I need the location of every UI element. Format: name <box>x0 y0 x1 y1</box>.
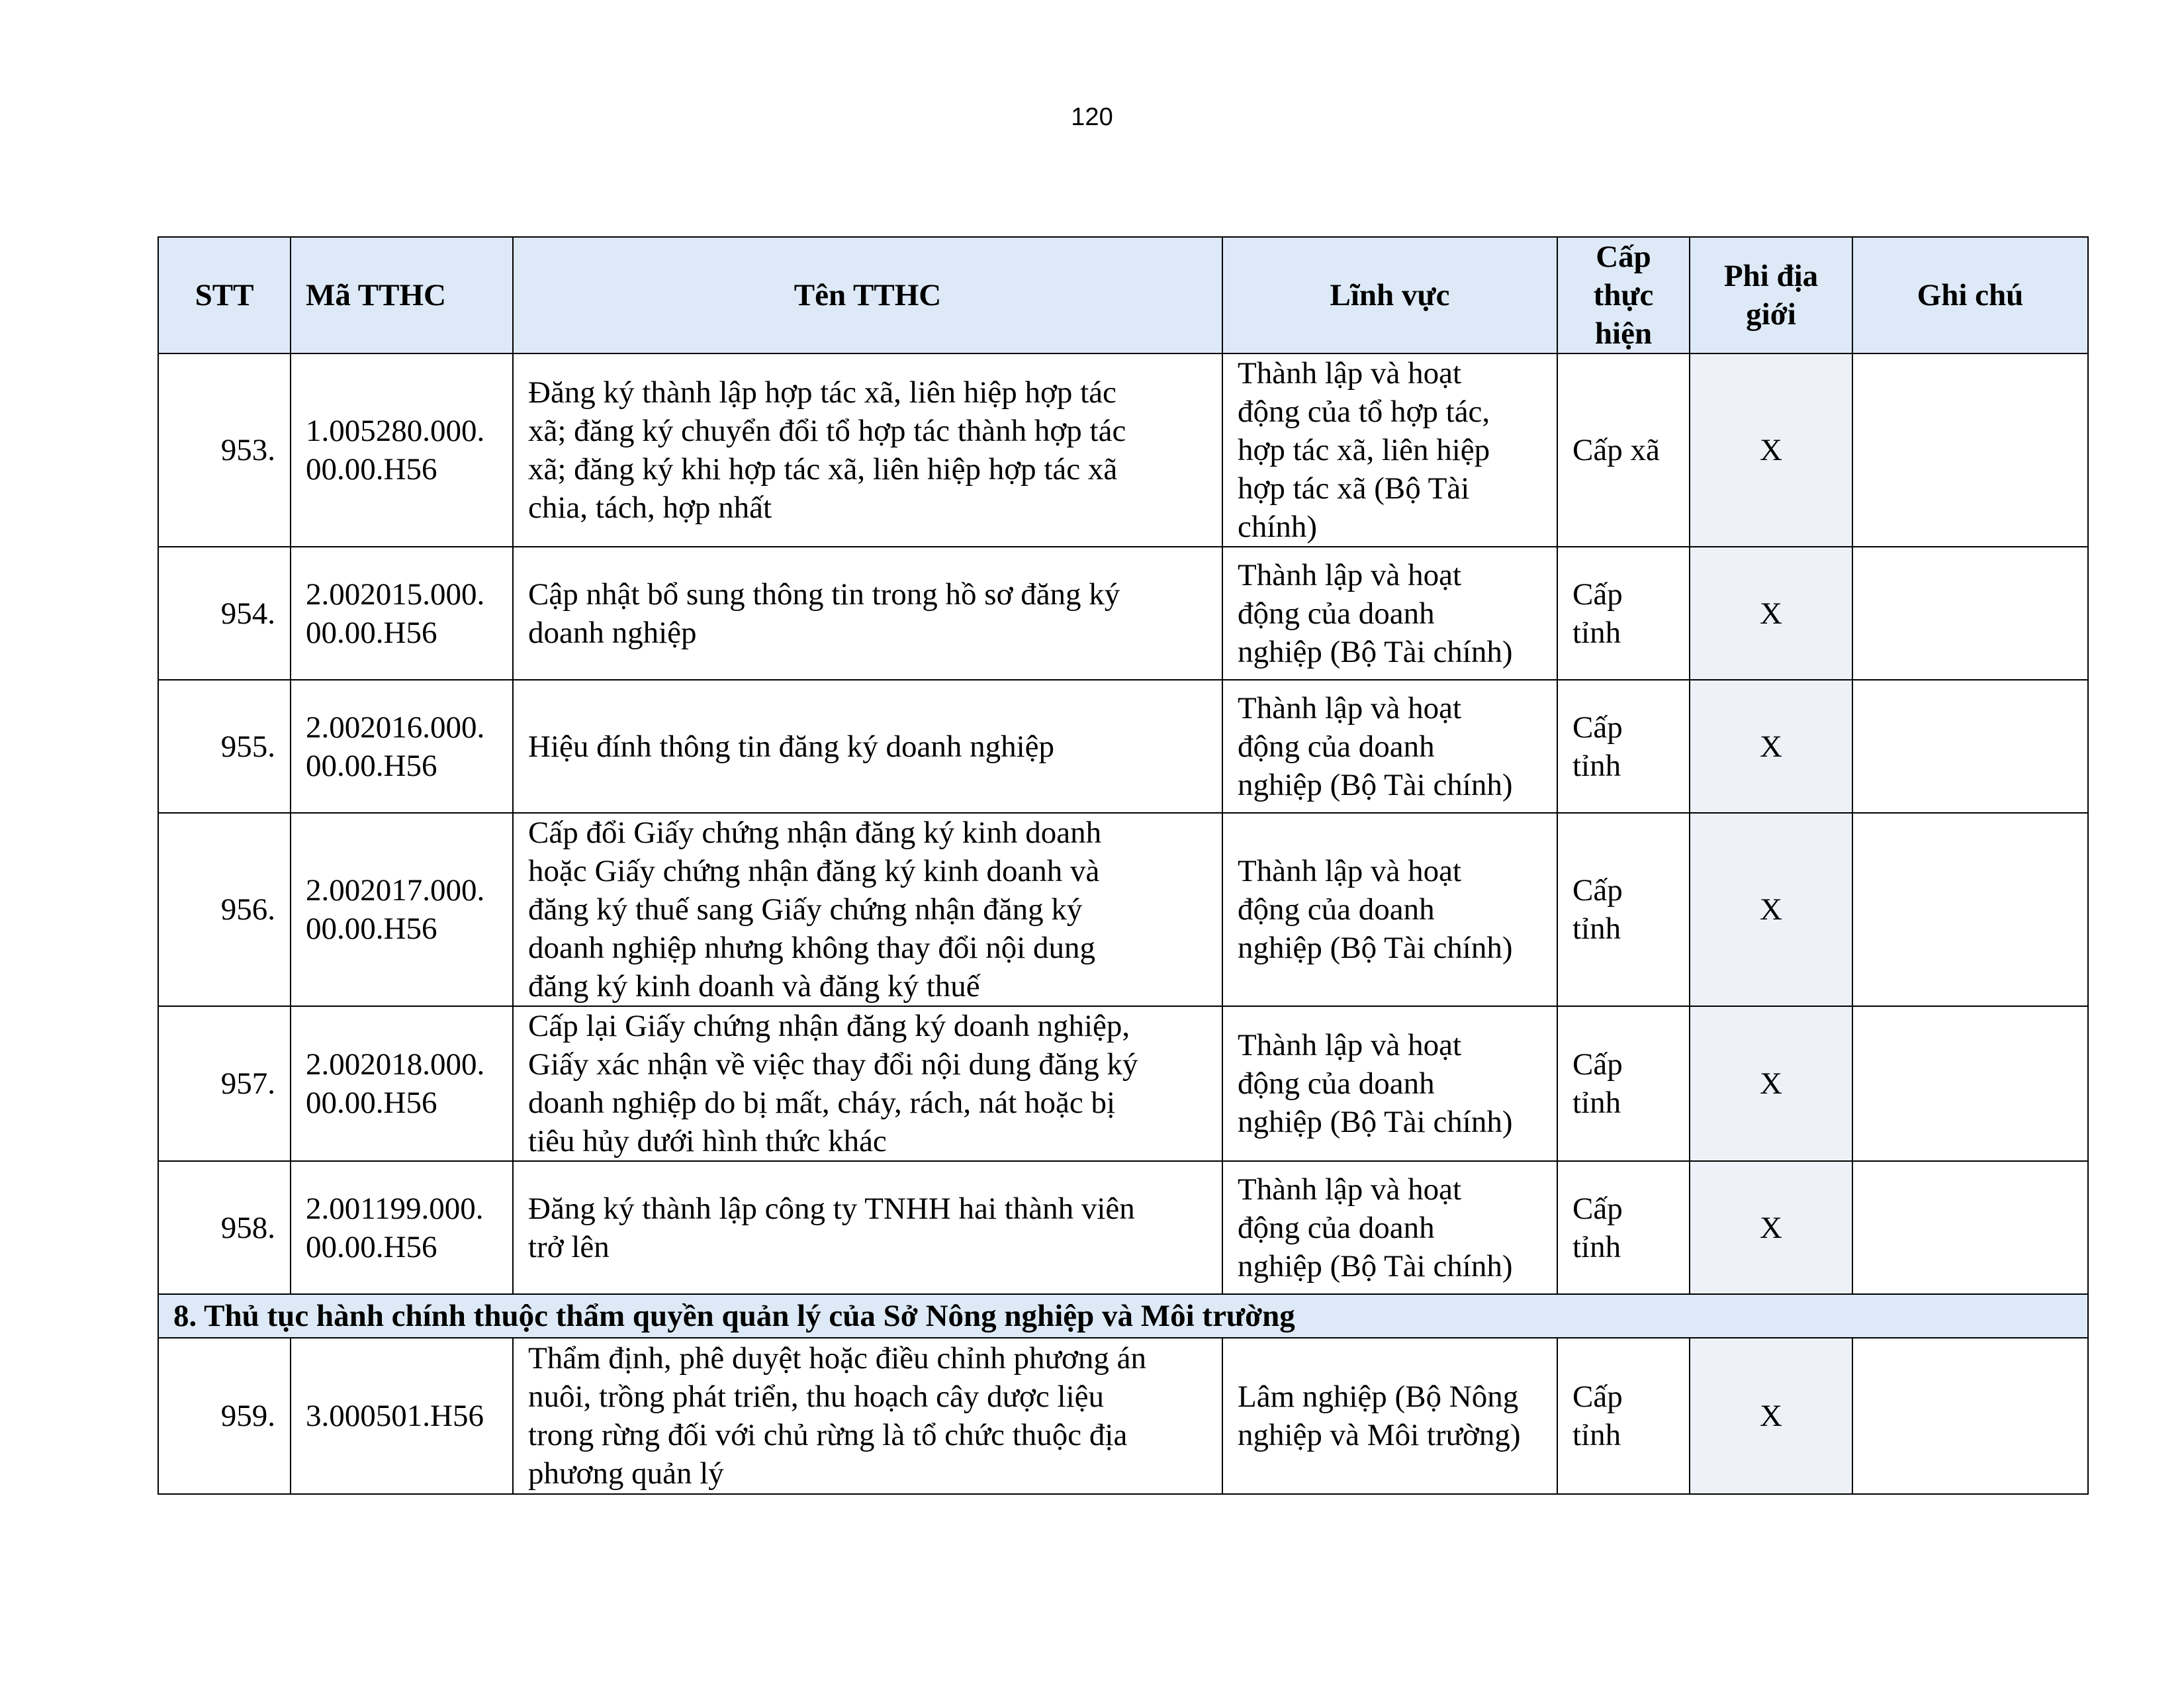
table-row <box>158 680 2088 813</box>
cell-ma-tthc: 2.002017.000. 00.00.H56 <box>291 813 513 1006</box>
cell-ghi-chu <box>1852 1338 2088 1494</box>
cell-ten-tthc: Cấp lại Giấy chứng nhận đăng ký doanh nghiệp, Giấy xác nhận về việc thay đổi nội dung đăng ký doanh nghiệp do bị mất, cháy, rách, nát hoặc bị tiêu hủy dưới hình thức khác <box>513 1006 1222 1161</box>
cell-ghi-chu <box>1852 1006 2088 1161</box>
cell-cap-thuc-hien: Cấp tỉnh <box>1557 813 1690 1006</box>
cell-linh-vuc: Lâm nghiệp (Bộ Nông nghiệp và Môi trường) <box>1222 1338 1557 1494</box>
cell-ghi-chu <box>1852 547 2088 680</box>
cell-stt: 954. <box>158 547 291 680</box>
table-row <box>158 547 2088 680</box>
cell-ghi-chu <box>1852 813 2088 1006</box>
cell-phi-dia-gioi: X <box>1690 813 1852 1006</box>
cell-ten-tthc: Cập nhật bổ sung thông tin trong hồ sơ đăng ký doanh nghiệp <box>513 547 1222 680</box>
procedures-table <box>158 236 2089 1495</box>
cell-ma-tthc: 1.005280.000. 00.00.H56 <box>291 353 513 547</box>
cell-ma-tthc: 2.001199.000. 00.00.H56 <box>291 1161 513 1294</box>
cell-linh-vuc: Thành lập và hoạt động của doanh nghiệp (Bộ Tài chính) <box>1222 680 1557 813</box>
header-ma-tthc: Mã TTHC <box>291 237 513 353</box>
cell-ghi-chu <box>1852 1161 2088 1294</box>
cell-ma-tthc: 2.002018.000. 00.00.H56 <box>291 1006 513 1161</box>
header-stt: STT <box>158 237 291 353</box>
cell-linh-vuc: Thành lập và hoạt động của doanh nghiệp (Bộ Tài chính) <box>1222 1006 1557 1161</box>
cell-cap-thuc-hien: Cấp xã <box>1557 353 1690 547</box>
cell-ten-tthc: Hiệu đính thông tin đăng ký doanh nghiệp <box>513 680 1222 813</box>
cell-linh-vuc: Thành lập và hoạt động của doanh nghiệp (Bộ Tài chính) <box>1222 813 1557 1006</box>
header-phi-dia-gioi: Phi địa giới <box>1690 237 1852 353</box>
cell-ghi-chu <box>1852 353 2088 547</box>
cell-phi-dia-gioi: X <box>1690 680 1852 813</box>
cell-ten-tthc: Đăng ký thành lập hợp tác xã, liên hiệp hợp tác xã; đăng ký chuyển đổi tổ hợp tác thành hợp tác xã; đăng ký khi hợp tác xã, liên hiệp hợp tác xã chia, tách, hợp nhất <box>513 353 1222 547</box>
cell-ghi-chu <box>1852 680 2088 813</box>
cell-cap-thuc-hien: Cấp tỉnh <box>1557 1161 1690 1294</box>
page-number: 120 <box>1071 103 1113 131</box>
cell-stt: 956. <box>158 813 291 1006</box>
cell-cap-thuc-hien: Cấp tỉnh <box>1557 1338 1690 1494</box>
header-cap-thuc-hien: Cấp thực hiện <box>1557 237 1690 353</box>
table-row <box>158 1006 2088 1161</box>
header-row <box>158 237 2088 353</box>
cell-stt: 953. <box>158 353 291 547</box>
table-row <box>158 1161 2088 1294</box>
header-ten-tthc: Tên TTHC <box>513 237 1222 353</box>
cell-cap-thuc-hien: Cấp tỉnh <box>1557 547 1690 680</box>
section-header-row <box>158 1294 2088 1338</box>
cell-cap-thuc-hien: Cấp tỉnh <box>1557 680 1690 813</box>
cell-ma-tthc: 3.000501.H56 <box>291 1338 513 1494</box>
cell-ma-tthc: 2.002016.000. 00.00.H56 <box>291 680 513 813</box>
table-row <box>158 1338 2088 1494</box>
cell-linh-vuc: Thành lập và hoạt động của doanh nghiệp (Bộ Tài chính) <box>1222 1161 1557 1294</box>
cell-ten-tthc: Cấp đổi Giấy chứng nhận đăng ký kinh doanh hoặc Giấy chứng nhận đăng ký kinh doanh và đăng ký thuế sang Giấy chứng nhận đăng ký doanh nghiệp nhưng không thay đổi nội dung đăng ký kinh doanh và đăng ký thuế <box>513 813 1222 1006</box>
table-row <box>158 813 2088 1006</box>
cell-ten-tthc: Đăng ký thành lập công ty TNHH hai thành viên trở lên <box>513 1161 1222 1294</box>
cell-phi-dia-gioi: X <box>1690 547 1852 680</box>
cell-stt: 955. <box>158 680 291 813</box>
section-title: 8. Thủ tục hành chính thuộc thẩm quyền quản lý của Sở Nông nghiệp và Môi trường <box>158 1294 2088 1338</box>
cell-phi-dia-gioi: X <box>1690 1006 1852 1161</box>
cell-phi-dia-gioi: X <box>1690 1338 1852 1494</box>
cell-phi-dia-gioi: X <box>1690 1161 1852 1294</box>
cell-ten-tthc: Thẩm định, phê duyệt hoặc điều chỉnh phương án nuôi, trồng phát triển, thu hoạch cây dược liệu trong rừng đối với chủ rừng là tổ chức thuộc địa phương quản lý <box>513 1338 1222 1494</box>
table-row <box>158 353 2088 547</box>
cell-cap-thuc-hien: Cấp tỉnh <box>1557 1006 1690 1161</box>
cell-phi-dia-gioi: X <box>1690 353 1852 547</box>
cell-linh-vuc: Thành lập và hoạt động của tổ hợp tác, hợp tác xã, liên hiệp hợp tác xã (Bộ Tài chính) <box>1222 353 1557 547</box>
header-linh-vuc: Lĩnh vực <box>1222 237 1557 353</box>
table-body <box>158 353 2088 1494</box>
cell-stt: 957. <box>158 1006 291 1161</box>
cell-stt: 959. <box>158 1338 291 1494</box>
cell-linh-vuc: Thành lập và hoạt động của doanh nghiệp (Bộ Tài chính) <box>1222 547 1557 680</box>
cell-stt: 958. <box>158 1161 291 1294</box>
cell-ma-tthc: 2.002015.000. 00.00.H56 <box>291 547 513 680</box>
header-ghi-chu: Ghi chú <box>1852 237 2088 353</box>
